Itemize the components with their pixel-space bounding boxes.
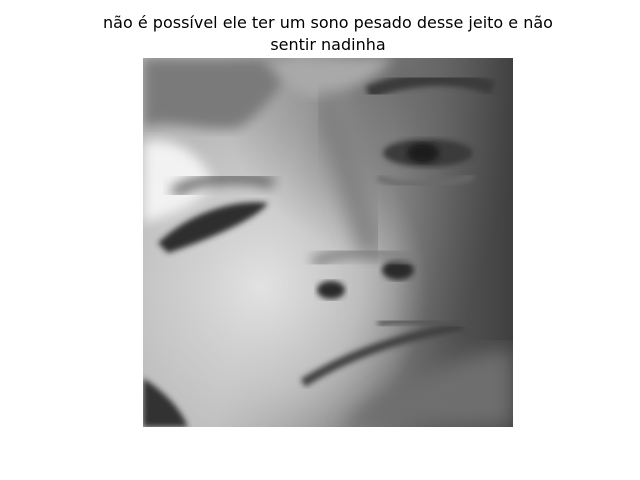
title-line-2: sentir nadinha	[270, 35, 386, 54]
figure-title	[60, 12, 596, 56]
right-pupil	[407, 143, 439, 163]
nostril-left	[317, 281, 345, 299]
title-line-1: não é possível ele ter um sono pesado desse jeito e não	[103, 13, 553, 32]
face-image-svg	[143, 58, 513, 427]
face-image	[143, 58, 513, 427]
